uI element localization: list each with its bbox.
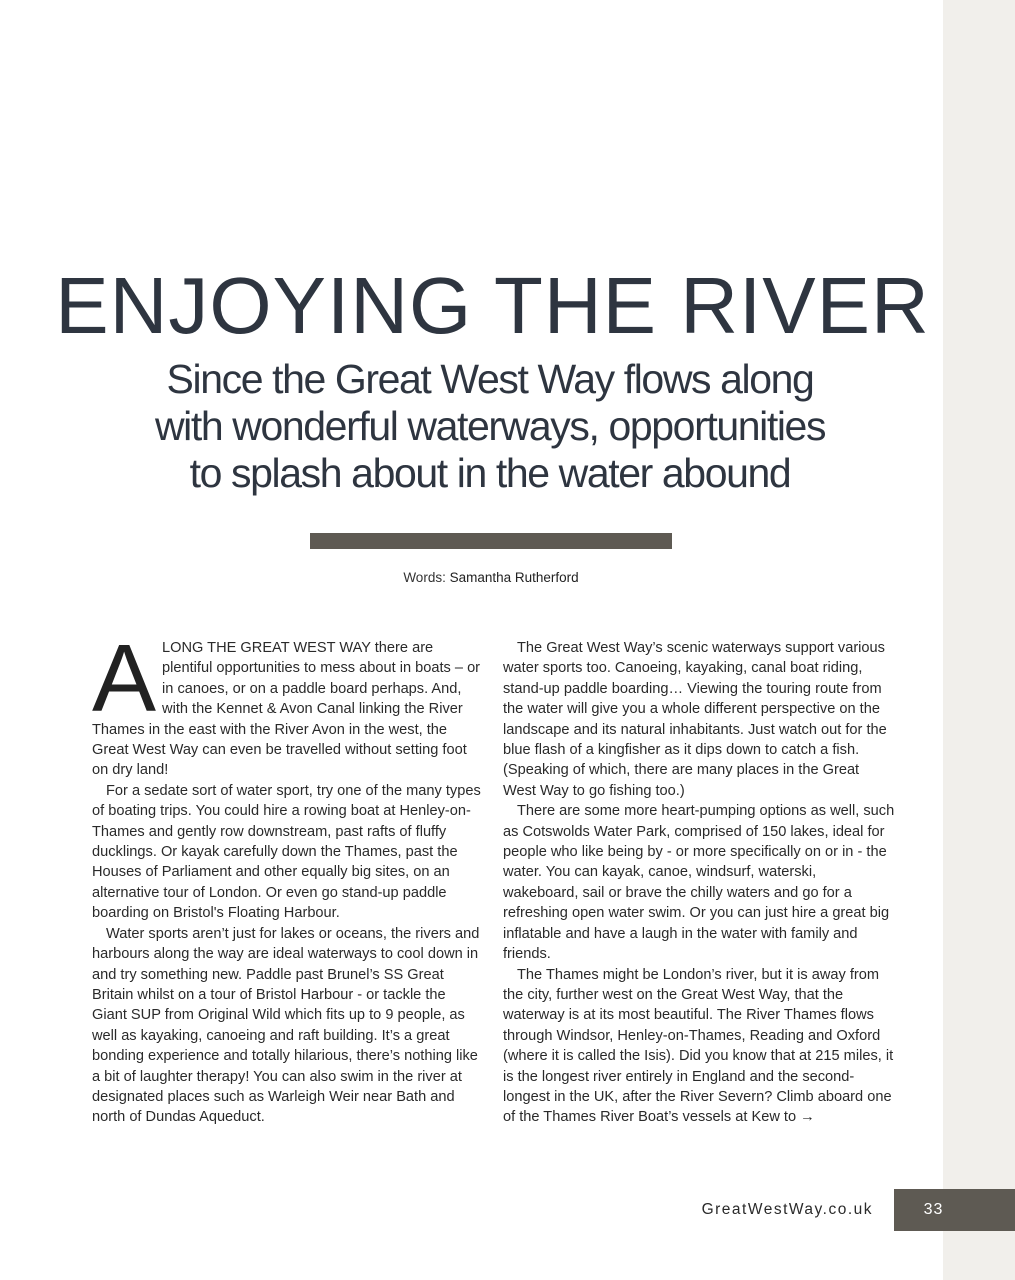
subtitle-line-2: with wonderful waterways, opportunities [154, 403, 826, 449]
paragraph-4: The Great West Way’s scenic waterways support various water sports too. Canoeing, kayaking, canal boat riding, stand-up paddle boarding… Viewing the touring route from the water will give you a whole different perspective on the landscape and its natural inhabitants. Just watch out for the blue flash of a kingfisher as it dips down to catch a fish. (Speaking of which, there are many places in the Great West Way to go fishing too.) [503, 640, 887, 799]
body-column-right [503, 638, 895, 1128]
paragraph-2: For a sedate sort of water sport, try one of the many types of boating trips. You could hire a rowing boat at Henley-on-Thames and gently row downstream, past rafts of fluffy ducklings. Or kayak carefully down the Thames, past the Houses of Parliament and other equally big sites, on an alternative tour of London. Or even go stand-up paddle boarding on Bristol's Floating Harbour. [92, 782, 481, 922]
paragraph-5: There are some more heart-pumping options as well, such as Cotswolds Water Park, comprised of 150 lakes, ideal for people who like being by - or more specifically on or in - the water. You can kayak, canoe, windsurf, waterski, wakeboard, sail or brave the chilly waters and go for a refreshing open water swim. Or you can just hire a great big inflatable and have a laugh in the water with family and friends. [503, 803, 895, 963]
page-edge-strip [943, 0, 1015, 1280]
page-number-box [894, 1189, 1015, 1231]
title-divider-rule [310, 533, 672, 549]
byline-author: Samantha Rutherford [449, 570, 579, 585]
page-number: 33 [923, 1201, 944, 1218]
body-column-left [92, 625, 484, 1128]
paragraph-6: The Thames might be London’s river, but it is away from the city, further west on the Great West Way, that the waterway is at its most beautiful. The River Thames flows through Windsor, Henley-on-Thames, Reading and Oxford (where it is called the Isis). Did you know that at 215 miles, it is the longest river entirely in England and the second-longest in the UK, after the River Severn? Climb aboard one of the Thames River Boat’s vessels at Kew to → [503, 966, 894, 1126]
byline-label: Words: [403, 570, 446, 585]
paragraph-1 [92, 625, 484, 781]
byline [0, 570, 982, 585]
subtitle-line-1: Since the Great West Way flows along [166, 356, 814, 402]
drop-cap: A [92, 625, 157, 732]
article-title: ENJOYING THE RIVER [55, 261, 930, 350]
paragraph-3: Water sports aren’t just for lakes or oceans, the rivers and harbours along the way are ideal waterways to cool down in and try something new. Paddle past Brunel’s SS Great Britain whilst on a tour of Bristol Harbour - or tackle the Giant SUP from Original Wild which fits up to 9 people, as well as kayaking, canoeing and raft building. It’s a great bonding experience and totally hilarious, there’s nothing like a bit of laughter therapy! You can also swim in the river at designated places such as Warleigh Weir near Bath and north of Dundas Aqueduct. [92, 925, 480, 1126]
paragraph-1-text: LONG THE GREAT WEST WAY there are plentiful opportunities to mess about in boats – or in canoes, or on a paddle board perhaps. And, with the Kennet & Avon Canal linking the River Thames in the east with the River Avon in the west, the Great West Way can even be travelled without setting foot on dry land! [92, 640, 481, 779]
footer-website-url: GreatWestWay.co.uk [701, 1201, 873, 1218]
article-subtitle [80, 356, 900, 497]
subtitle-line-3: to splash about in the water abound [189, 450, 791, 496]
